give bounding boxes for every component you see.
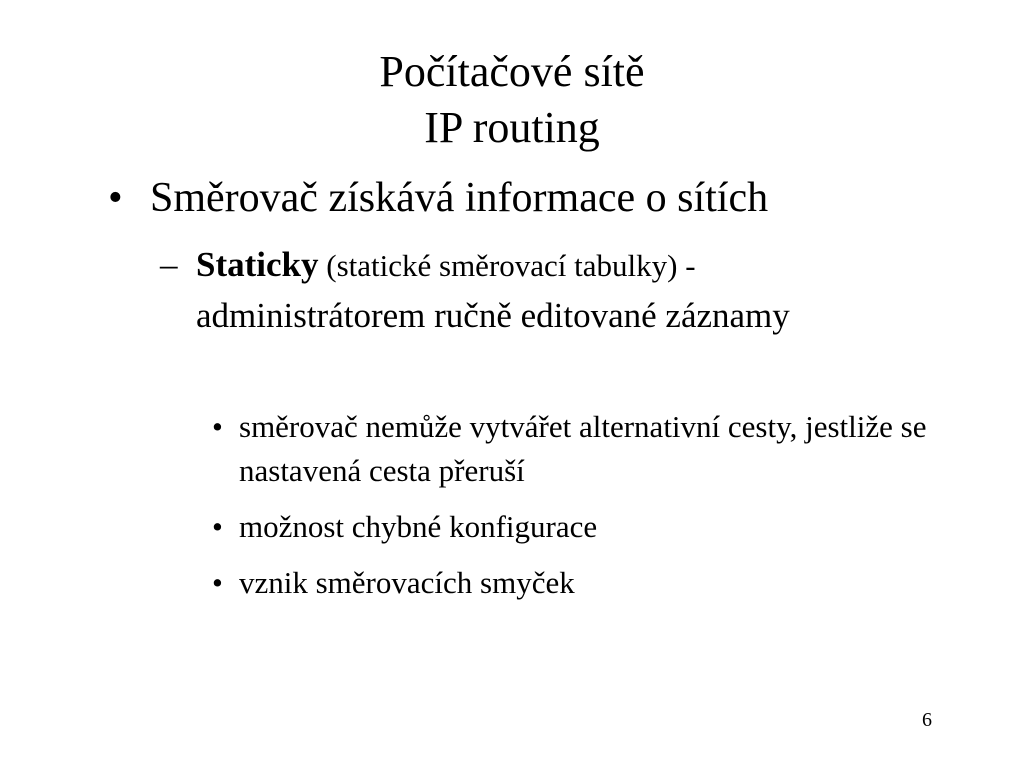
bullet-level-2-content bbox=[196, 240, 860, 341]
title-line-2: IP routing bbox=[424, 103, 600, 152]
description-text: administrátorem ručně editované záznamy bbox=[196, 296, 790, 335]
bullet-marker: • bbox=[212, 565, 223, 600]
title-line-1: Počítačové sítě bbox=[379, 47, 645, 96]
list-item bbox=[212, 505, 1002, 549]
list-item bbox=[212, 561, 1002, 605]
list-item-text: vznik směrovacích smyček bbox=[239, 565, 575, 600]
bullet-text: Směrovač získává informace o sítích bbox=[150, 175, 769, 221]
bold-term: Staticky bbox=[196, 245, 319, 284]
parenthetical-text: (statické směrovací tabulky) - bbox=[318, 248, 696, 283]
page-number: 6 bbox=[922, 709, 932, 731]
dash-marker: – bbox=[160, 245, 178, 284]
bullet-level-1 bbox=[108, 170, 988, 226]
bullet-marker: • bbox=[212, 509, 223, 544]
bullet-level-2 bbox=[160, 240, 860, 341]
bullet-marker: • bbox=[108, 175, 123, 221]
bullet-marker: • bbox=[212, 409, 223, 444]
list-item bbox=[212, 405, 1002, 493]
list-item-text: směrovač nemůže vytvářet alternativní cesty, jestliže se nastavená cesta přeruší bbox=[239, 409, 927, 488]
slide-title bbox=[0, 44, 1024, 156]
sub-bullet-list bbox=[212, 405, 1002, 617]
list-item-text: možnost chybné konfigurace bbox=[239, 509, 598, 544]
